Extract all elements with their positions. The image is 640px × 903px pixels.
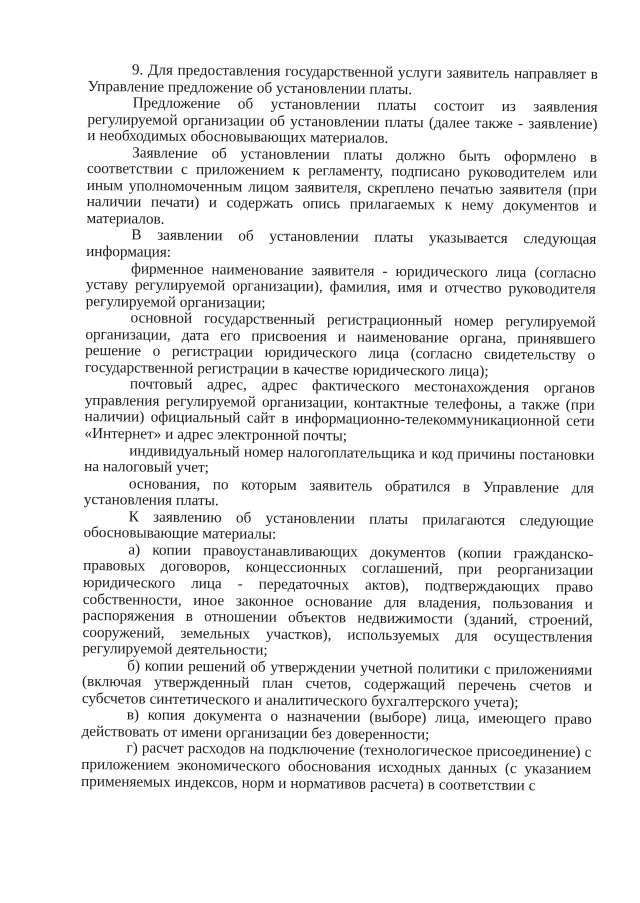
paragraph-proposal-composition: Предложение об установлении платы состоит из заявления регулируемой организации об установлении платы (далее также - заявление) и необходимых обосновывающих материалов. [87, 94, 598, 148]
paragraph-tax-number: индивидуальный номер налогоплательщика и код причины постановки на налоговый учет; [84, 441, 595, 477]
paragraph-attached-materials: К заявлению об установлении платы прилагаются следующие обосновывающие материалы: [83, 508, 594, 544]
paragraph-application-form: Заявление об установлении платы должно быть оформлено в соответствии с приложением к регламенту, подписано руководителем или иным уполномоченным лицом заявителя, скреплено печатью заявителя (при наличии печати) и содержать опись прилагаемых к нему документов и материалов. [86, 144, 598, 228]
paragraph-item-g: г) расчет расходов на подключение (технологическое присоединение) с приложением экономического обоснования исходных данных (с указанием применяемых индексов, норм и нормативов расчета) в соответствии с [81, 739, 592, 794]
paragraph-registration-number: основной государственный регистрационный номер регулируемой организации, дата его присвоения и наименование органа, принявшего решение о регистрации юридического лица (согласно свидетельству о государственной регистрации в качестве юридического лица); [84, 309, 596, 380]
paragraph-item-b: б) копии решений об утверждении учетной политики с приложениями (включая утвержденный план счетов, содержащий перечень счетов и субсчетов синтетического и аналитического бухгалтерского учета); [81, 657, 593, 711]
paragraph-postal-address: почтовый адрес, адрес фактического местонахождения органов управления регулируемой организации, контактные телефоны, а также (при наличии) официальный сайт в информационно-телекоммуникационной сети «Интернет» и адрес электронной почты; [84, 375, 595, 445]
document-page [81, 62, 598, 795]
paragraph-application-info: В заявлении об установлении платы указывается следующая информация: [86, 226, 597, 261]
paragraph-item-v: в) копия документа о назначении (выборе) лица, имеющего право действовать от имени организации без доверенности; [81, 706, 592, 744]
paragraph-grounds: основания, по которым заявитель обратился в Управление для установления платы. [83, 475, 595, 510]
paragraph-company-name: фирменное наименование заявителя - юридического лица (согласно уставу регулируемой организации), фамилия, имя и отчество руководителя регулируемой организации; [85, 259, 597, 312]
paragraph-item-9: 9. Для предоставления государственной услуги заявитель направляет в Управление предложение об установлении платы. [87, 61, 598, 98]
paragraph-item-a: а) копии правоустанавливающих документов (копии гражданско-правовых договоров, концессионных соглашений, при реорганизации юридического лица - передаточных актов), подтверждающих право собственности, иное законное основание для владения, пользования и распоряжения в отношении объектов недвижимости (зданий, строений, сооружений, земельных участков), используемых для осуществления регулируемой деятельности; [82, 541, 594, 659]
